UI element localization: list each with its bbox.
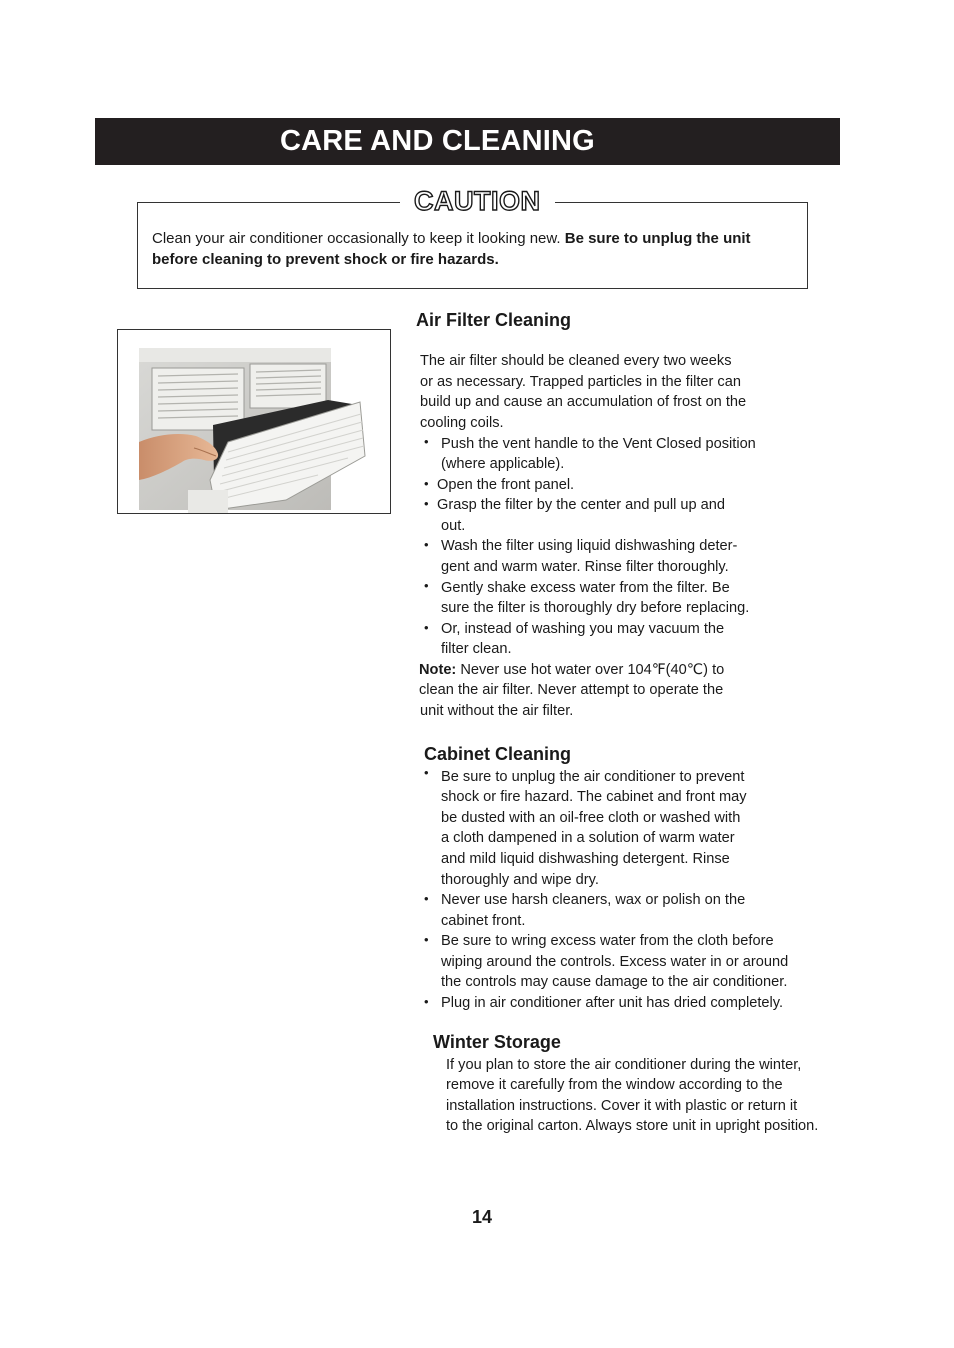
cabinet-bullet-line: Never use harsh cleaners, wax or polish on the: [441, 892, 746, 908]
cabinet-bullet-line: a cloth dampened in a solution of warm water: [441, 830, 735, 846]
air-filter-bullet-line: Open the front panel.: [437, 477, 575, 493]
air-filter-note-line: clean the air filter. Never attempt to operate the: [419, 682, 724, 698]
air-filter-bullet-line: Grasp the filter by the center and pull up and: [437, 497, 725, 513]
cabinet-bullet-line: Be sure to wring excess water from the cloth before: [441, 933, 774, 949]
air-filter-note-line: [419, 660, 724, 680]
winter-line: remove it carefully from the window according to the: [446, 1077, 783, 1093]
air-filter-bullet-line: out.: [441, 518, 466, 534]
bullet-icon: •: [424, 476, 429, 491]
air-filter-note-line: unit without the air filter.: [420, 703, 574, 719]
air-filter-bullet-line: Or, instead of washing you may vacuum the: [441, 621, 725, 637]
bullet-icon: •: [424, 620, 429, 635]
air-filter-bullet-line: (where applicable).: [441, 456, 565, 472]
caution-box: [137, 186, 808, 289]
air-filter-photo: [117, 329, 391, 514]
caution-label: CAUTION: [400, 185, 555, 217]
winter-line: If you plan to store the air conditioner during the winter,: [446, 1057, 802, 1073]
air-filter-heading: Air Filter Cleaning: [416, 310, 572, 330]
air-filter-bullet-line: gent and warm water. Rinse filter thoroughly.: [441, 559, 729, 575]
air-filter-bullet-line: Push the vent handle to the Vent Closed position: [441, 436, 756, 452]
air-conditioner-illustration: [118, 330, 390, 513]
cabinet-bullet-line: be dusted with an oil-free cloth or washed with: [441, 810, 741, 826]
cabinet-bullet-line: thoroughly and wipe dry.: [441, 872, 599, 888]
winter-line: installation instructions. Cover it with plastic or return it: [446, 1098, 798, 1114]
bullet-icon: •: [424, 994, 429, 1009]
bullet-icon: •: [424, 932, 429, 947]
bullet-icon: •: [424, 578, 429, 593]
caution-text-normal: Clean your air conditioner occasionally to keep it looking new.: [152, 230, 565, 247]
cabinet-bullet-line: Be sure to unplug the air conditioner to prevent: [441, 769, 745, 785]
winter-line: to the original carton. Always store unit in upright position.: [446, 1118, 819, 1134]
note-label: Note:: [419, 662, 457, 678]
cabinet-bullet-line: the controls may cause damage to the air conditioner.: [441, 974, 788, 990]
air-filter-intro-line: The air filter should be cleaned every two weeks: [420, 353, 732, 369]
caution-text: [152, 228, 797, 270]
air-filter-intro-line: build up and cause an accumulation of frost on the: [420, 394, 747, 410]
caution-text-bold-1: Be sure to unplug the unit: [564, 230, 751, 247]
cabinet-heading: Cabinet Cleaning: [424, 744, 572, 764]
note-text: Never use hot water over 104℉(40℃) to: [456, 662, 725, 678]
page-title: CARE AND CLEANING: [280, 125, 595, 157]
cabinet-bullet-line: shock or fire hazard. The cabinet and front may: [441, 789, 747, 805]
air-filter-intro-line: cooling coils.: [420, 415, 504, 431]
cabinet-bullet-line: and mild liquid dishwashing detergent. Rinse: [441, 851, 730, 867]
air-filter-intro-line: or as necessary. Trapped particles in the filter can: [420, 374, 741, 390]
air-filter-bullet-line: sure the filter is thoroughly dry before replacing.: [441, 600, 750, 616]
section-header-bar: [95, 118, 840, 165]
page-number: 14: [472, 1207, 493, 1227]
cabinet-bullet-line: cabinet front.: [441, 913, 526, 929]
cabinet-bullet-line: Plug in air conditioner after unit has dried completely.: [441, 995, 784, 1011]
air-filter-bullet-line: filter clean.: [441, 641, 512, 657]
bullet-icon: •: [424, 537, 429, 552]
bullet-icon: •: [424, 891, 429, 906]
air-filter-bullet-line: Gently shake excess water from the filter. Be: [441, 580, 730, 596]
bullet-icon: •: [424, 765, 429, 780]
bullet-icon: •: [424, 434, 429, 449]
winter-heading: Winter Storage: [433, 1032, 561, 1052]
caution-text-bold-2: before cleaning to prevent shock or fire hazards.: [152, 251, 499, 268]
bullet-icon: •: [424, 496, 429, 511]
air-filter-bullet-line: Wash the filter using liquid dishwashing deter-: [441, 538, 738, 554]
cabinet-bullet-line: wiping around the controls. Excess water in or around: [441, 954, 789, 970]
